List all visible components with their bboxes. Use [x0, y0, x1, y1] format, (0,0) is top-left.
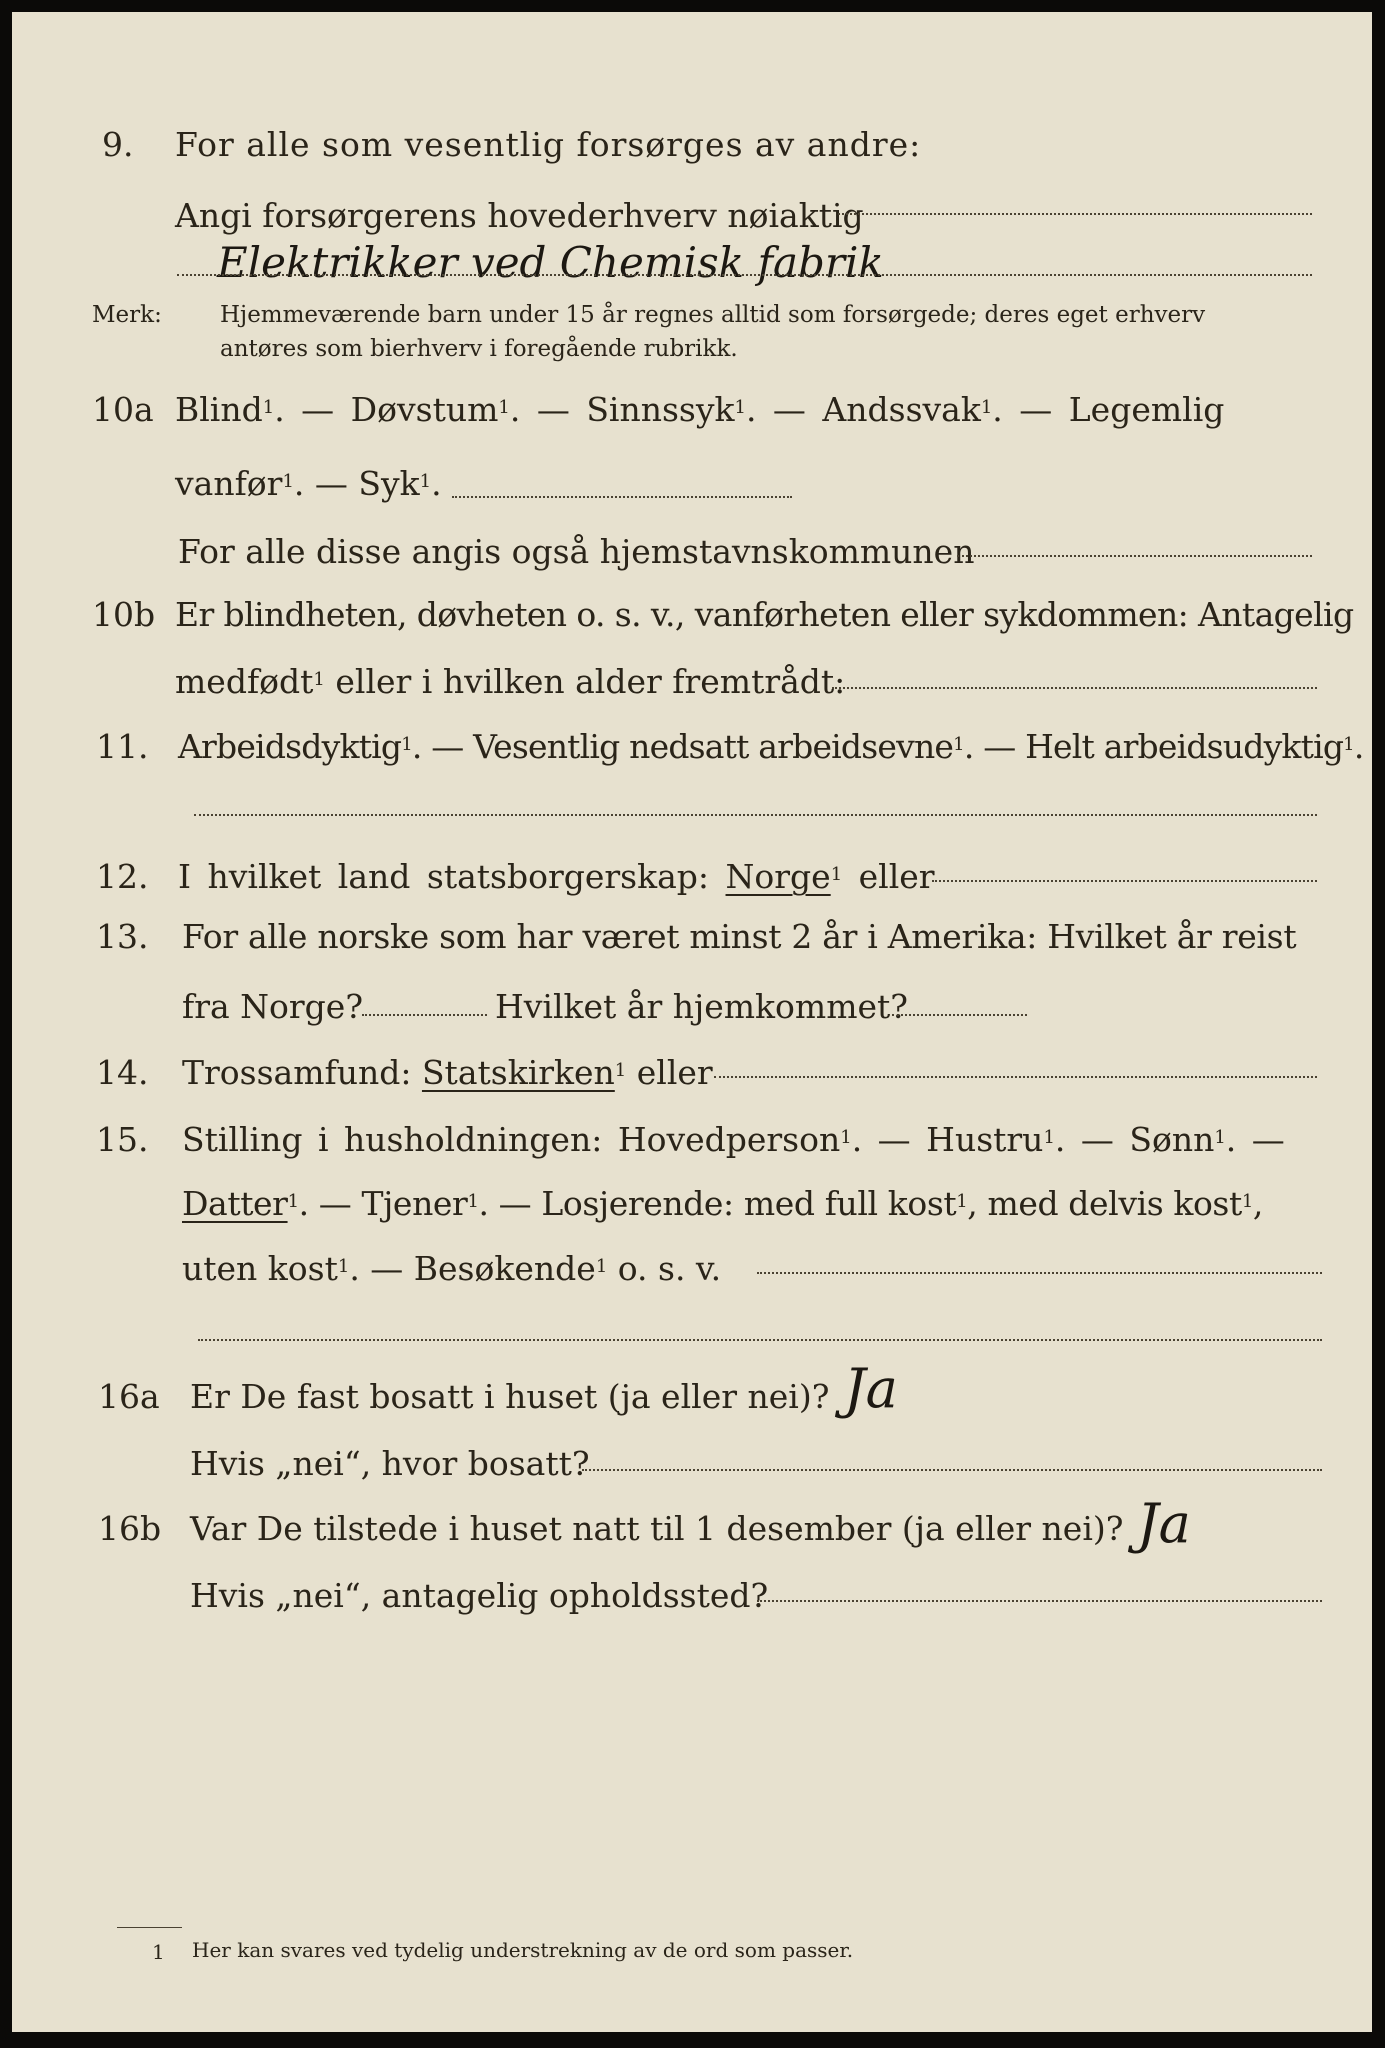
footnote-ref: 1: [262, 397, 275, 418]
option-tjener: . — Tjener: [298, 1184, 468, 1223]
question-text: Hvilket år hjemkommet?: [495, 987, 908, 1026]
question-text: Var De tilstede i huset natt til 1 desember (ja eller nei)?: [190, 1509, 1124, 1548]
question-text: eller: [626, 1053, 713, 1092]
option-besokende: . — Besøkende: [349, 1249, 596, 1288]
option-medfodt: medfødt: [175, 662, 314, 701]
footnote-ref: 1: [1343, 734, 1354, 755]
footnote-ref: 1: [467, 1191, 479, 1212]
option-hustru: . — Hustru: [851, 1120, 1044, 1159]
option-udyktig: . — Helt arbeidsudyktig: [963, 727, 1344, 766]
handwritten-answer: Ja: [1137, 1492, 1191, 1555]
footnote-ref: 1: [313, 669, 325, 690]
footnote-ref: 1: [1043, 1127, 1055, 1148]
question-number: 12.: [96, 857, 149, 896]
answer-line: [452, 496, 792, 498]
answer-line: [177, 274, 1312, 276]
punctuation: . —: [1225, 1120, 1285, 1159]
question-text: For alle disse angis også hjemstavnskommunen: [178, 532, 975, 571]
note-text: Hjemmeværende barn under 15 år regnes alltid som forsørgede; deres eget erhverv: [220, 302, 1206, 328]
option-vanfor: vanfør: [175, 464, 283, 503]
option-statskirken-underlined: Statskirken: [421, 1053, 615, 1092]
answer-line: [838, 213, 1312, 215]
footnote-ref: 1: [1241, 1191, 1253, 1212]
option-nedsatt: . — Vesentlig nedsatt arbeidsevne: [411, 727, 954, 766]
option-dovstum: . — Døvstum: [274, 390, 499, 429]
question-text: o. s. v.: [607, 1249, 722, 1288]
question-text: eller: [842, 857, 935, 896]
footnote-ref: 1: [595, 1256, 608, 1277]
punctuation: .: [1353, 727, 1364, 766]
footnote-ref: 1: [614, 1060, 627, 1081]
answer-line: [932, 880, 1317, 882]
footnote-ref: 1: [980, 397, 993, 418]
note-label: Merk:: [92, 302, 162, 328]
option-datter-underlined: Datter: [182, 1184, 288, 1223]
answer-line: [892, 1014, 1027, 1016]
question-text: Hvis „nei“, antagelig opholdssted?: [190, 1576, 769, 1615]
option-andssvak: . — Andssvak: [745, 390, 981, 429]
question-number: 13.: [96, 917, 149, 956]
footnote-mark: 1: [152, 1940, 165, 1964]
question-text: [178, 857, 935, 897]
footnote-ref: 1: [287, 1191, 299, 1212]
option-delvis-kost: , med delvis kost: [967, 1184, 1242, 1223]
question-text: Trossamfund:: [182, 1053, 422, 1092]
option-syk: . — Syk: [293, 464, 420, 503]
answer-line: [957, 555, 1312, 557]
question-text: [175, 464, 442, 504]
question-text: I hvilket land statsborgerskap:: [178, 857, 726, 896]
footnote-ref: 1: [337, 1256, 350, 1277]
answer-line: [582, 1469, 1322, 1471]
punctuation: ,: [1252, 1184, 1263, 1223]
handwritten-answer: Ja: [844, 1357, 898, 1420]
answer-line: [714, 1076, 1317, 1078]
question-number: 16a: [98, 1377, 160, 1416]
punctuation: .: [431, 464, 442, 503]
answer-line: [757, 1600, 1322, 1602]
question-number: 9.: [102, 125, 134, 164]
question-number: 15.: [96, 1120, 149, 1159]
handwritten-answer: Elektrikker ved Chemisk fabrik: [217, 238, 884, 287]
question-text: Er De fast bosatt i huset (ja eller nei)?: [190, 1377, 830, 1416]
question-text: eller i hvilken alder fremtrådt:: [324, 662, 846, 701]
note-text: antøres som bierhverv i foregående rubrikk.: [220, 336, 738, 362]
footnote-ref: 1: [401, 734, 412, 755]
option-arbeidsdyktig: Arbeidsdyktig: [178, 727, 402, 766]
question-number: 10b: [92, 595, 156, 634]
option-norge-underlined: Norge: [725, 857, 831, 896]
footnote-ref: 1: [956, 1191, 968, 1212]
footnote-text: Her kan svares ved tydelig understrekning av de ord som passer.: [192, 1938, 854, 1962]
footnote-ref: 1: [734, 397, 746, 418]
footnote-ref: 1: [953, 734, 964, 755]
option-blind: Blind: [175, 390, 263, 429]
answer-line: [198, 1339, 1322, 1341]
footnote-ref: 1: [498, 397, 510, 418]
answer-line: [757, 1272, 1322, 1274]
answer-line: [194, 814, 1317, 816]
question-number: 10a: [92, 390, 154, 429]
question-text: [175, 662, 845, 702]
question-text: Er blindheten, døvheten o. s. v., vanførheten eller sykdommen: Antagelig: [175, 595, 1354, 634]
footnote-ref: 1: [282, 471, 294, 492]
footnote-ref: 1: [840, 1127, 852, 1148]
footnote-divider: [117, 1927, 182, 1928]
question-text: [182, 1249, 721, 1289]
option-legemlig: . — Legemlig: [992, 390, 1225, 429]
option-full-kost: . — Losjerende: med full kost: [478, 1184, 957, 1223]
census-form-page: [12, 12, 1372, 2032]
question-text: [182, 1184, 1263, 1224]
question-text: Hvis „nei“, hvor bosatt?: [190, 1444, 590, 1483]
option-sonn: . — Sønn: [1054, 1120, 1215, 1159]
question-text: [182, 1120, 1285, 1160]
footnote-ref: 1: [830, 864, 843, 885]
question-text: [178, 727, 1364, 767]
question-text: fra Norge?: [182, 987, 364, 1026]
footnote-ref: 1: [1214, 1127, 1226, 1148]
question-text: Angi forsørgerens hovederhverv nøiaktig: [175, 196, 864, 235]
question-number: 16b: [98, 1509, 162, 1548]
answer-line: [832, 687, 1317, 689]
option-sinnssyk: . — Sinnssyk: [509, 390, 735, 429]
question-text: [182, 1053, 713, 1093]
question-number: 14.: [96, 1053, 149, 1092]
question-text: [175, 390, 1224, 430]
question-text: For alle som vesentlig forsørges av andre:: [175, 125, 922, 164]
question-number: 11.: [96, 727, 149, 766]
question-text: For alle norske som har været minst 2 år i Amerika: Hvilket år reist: [182, 917, 1297, 956]
option-uten-kost: uten kost: [182, 1249, 338, 1288]
answer-line: [362, 1014, 487, 1016]
option-hovedperson: Stilling i husholdningen: Hovedperson: [182, 1120, 841, 1159]
footnote-ref: 1: [419, 471, 432, 492]
